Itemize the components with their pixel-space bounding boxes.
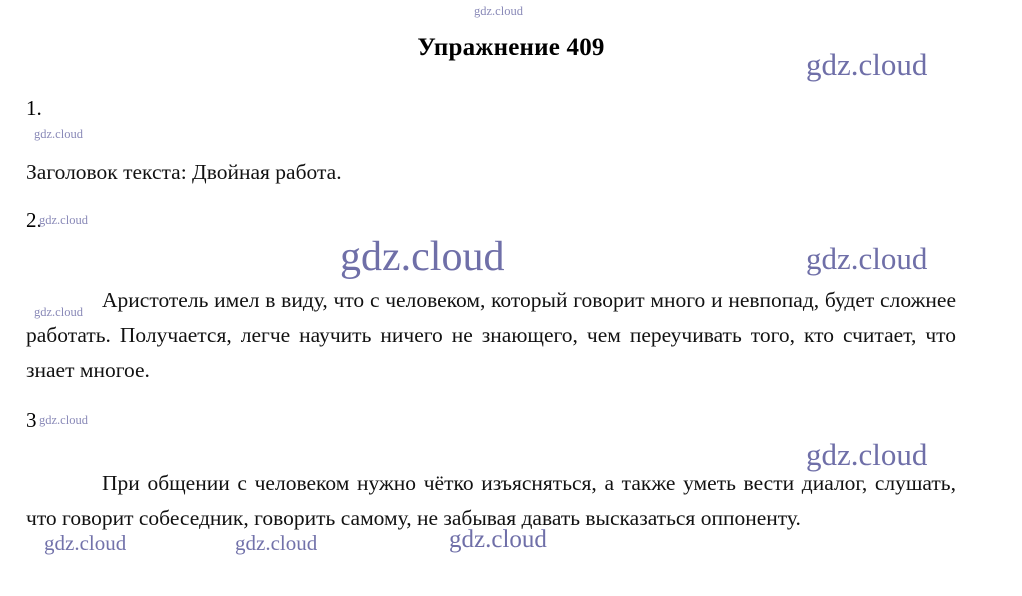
watermark-small-1: gdz.cloud bbox=[34, 127, 83, 141]
page-title: Упражнение 409 bbox=[417, 34, 605, 61]
answer-paragraph-1: Заголовок текста: Двойная работа. bbox=[26, 160, 342, 184]
answer-paragraph-3: При общении с человеком нужно чётко изъясняться, а также уметь вести диалог, слушать, что говорит собеседник, говорить самому, не забывая давать высказаться оппоненту. bbox=[26, 471, 956, 530]
watermark-small-3: gdz.cloud bbox=[34, 305, 83, 319]
watermark-small-4: gdz.cloud bbox=[39, 413, 88, 427]
answer-paragraph-2: Аристотель имел в виду, что с человеком, который говорит много и невпопад, будет сложнее работать. Получается, легче научить ничего не знающего, чем переучивать того, кто считает, что знает многое. bbox=[26, 288, 956, 382]
watermark-bottom-3: gdz.cloud bbox=[449, 526, 547, 553]
watermark-small-2: gdz.cloud bbox=[39, 213, 88, 227]
list-item-number-3: 3 bbox=[26, 408, 37, 432]
watermark-large-top-right: gdz.cloud bbox=[806, 47, 928, 82]
list-item-number-2: 2. bbox=[26, 208, 42, 232]
watermark-top-center: gdz.cloud bbox=[474, 4, 523, 18]
watermark-large-right-low: gdz.cloud bbox=[806, 437, 928, 472]
watermark-bottom-1: gdz.cloud bbox=[44, 531, 127, 555]
watermark-large-center: gdz.cloud bbox=[340, 234, 505, 280]
list-item-number-1: 1. bbox=[26, 96, 42, 120]
watermark-bottom-2: gdz.cloud bbox=[235, 531, 318, 555]
watermark-large-right-mid: gdz.cloud bbox=[806, 241, 928, 276]
